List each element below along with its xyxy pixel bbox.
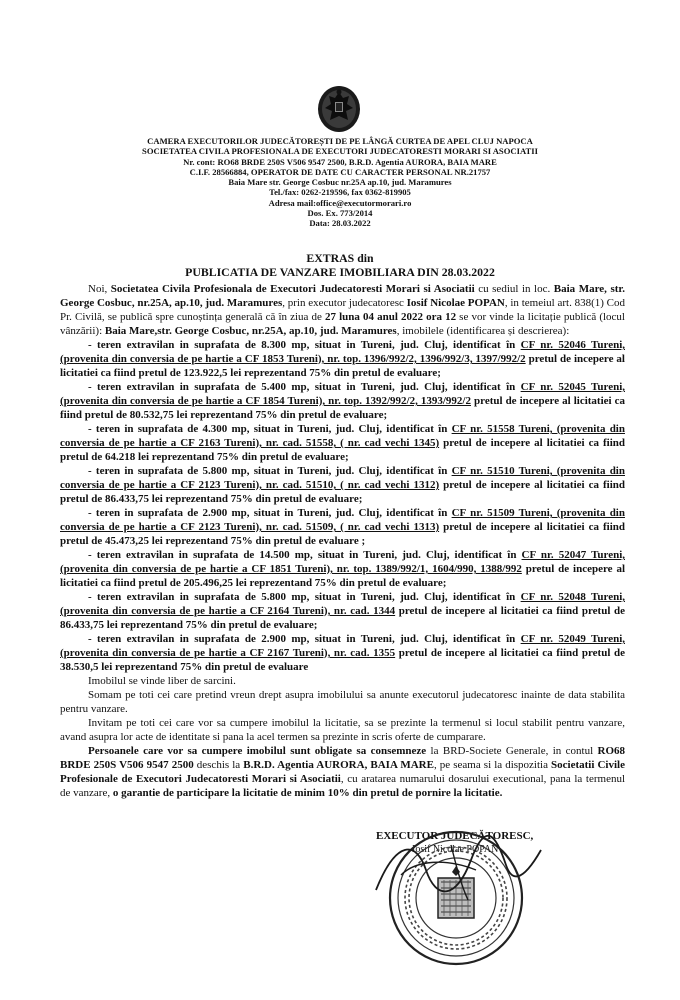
company-name: SOCIETATEA CIVILA PROFESIONALA DE EXECUTORI JUDECATORESTI MORARI SI ASOCIATII — [142, 146, 538, 157]
fiscal-code: C.I.F. 28566884, OPERATOR DE DATE CU CARACTER PERSONAL NR.21757 — [189, 166, 491, 177]
guarantee-paragraph — [60, 744, 625, 800]
property-item — [60, 422, 625, 464]
property-item — [60, 548, 625, 590]
item-land-registry: CF nr. 52047 Tureni, (provenita din conversia de pe hartie a CF 1851 Tureni), nr. top. 1389/992/1, 1604/990, 1388/992 — [60, 549, 625, 575]
address: Baia Mare str. George Cosbuc nr.25A ap.10, jud. Maramures — [228, 177, 452, 188]
item-text: - teren in suprafata de 5.800 mp, situat in Tureni, jud. Cluj, identificat în — [88, 465, 452, 477]
intro-paragraph — [60, 282, 625, 338]
item-price: pretul de incepere al licitatiei ca fiind pretul de 86.433,75 lei reprezentand 75% din pretul de evaluare; — [60, 479, 625, 505]
guarantee-text: , cu aratarea numarului dosarului executional, pana la termenul de vanzare, — [60, 773, 626, 799]
item-text: - teren in suprafata de 2.900 mp, situat in Tureni, jud. Cluj, identificat în — [88, 507, 452, 519]
item-price: pretul de incepere al licitatiei ca fiind pretul de 64.218 lei reprezentand 75% din pretul de evaluare; — [60, 437, 625, 463]
item-text: - teren extravilan in suprafata de 14.500 mp, situat in Tureni, jud. Cluj, identificat în — [88, 549, 522, 561]
guarantee-bank: B.R.D. Agentia AURORA, BAIA MARE — [243, 759, 434, 771]
intro-text: , prin executor judecatoresc — [282, 297, 407, 309]
property-item — [60, 506, 625, 548]
item-price: pretul de incepere al licitatiei ca fiind pretul de 205.496,25 lei reprezentand 75% din pretul de evaluare; — [60, 563, 625, 589]
item-land-registry: CF nr. 52046 Tureni, (provenita din conversia de pe hartie a CF 1853 Tureni), nr. top. 1396/992/2, 1396/992/3, 1397/992/2 — [60, 339, 625, 365]
property-item — [60, 632, 625, 674]
intro-text: , imobilele (identificarea și descrierea): — [396, 325, 570, 337]
item-price: pretul de incepere al licitatiei ca fiind pretul de 123.922,5 lei reprezentand 75% din pretul de evaluare; — [60, 353, 625, 379]
chamber-name: CAMERA EXECUTORILOR JUDECĂTOREȘTI DE PE LÂNGĂ CURTEA DE APEL CLUJ NAPOCA — [147, 136, 533, 146]
item-land-registry: CF nr. 51509 Tureni, (provenita din conversia de pe hartie a CF 2123 Tureni), nr. cad. 51509, ( nr. cad vechi 1313) — [60, 507, 625, 533]
intro-address: Baia Mare, str. George Cosbuc, nr.25A, ap.10, jud. Maramures — [60, 283, 626, 309]
invitation-paragraph: Invitam pe toti cei care vor sa cumpere imobilul la licitatie, sa se prezinte la termenul si locul stabilit pentru vanzare, avand asupra lor acte de identitate si pana la acel termen sa prezinte in scris oferte de cumparare. — [60, 717, 625, 743]
item-price: pretul de incepere al licitatiei ca fiind pretul de 80.532,75 lei reprezentand 75% din pretul de evaluare; — [60, 395, 626, 421]
intro-text: , in temeiul art. 838(1) Cod Pr. Civilă, se publică spre cunoștința generală că în ziua de — [60, 297, 626, 323]
signatory-name: Iosif Nicolae POPAN — [412, 844, 499, 855]
property-item — [60, 590, 625, 632]
guarantee-account: RO68 BRDE 250S V506 9547 2500 — [60, 745, 626, 771]
property-item — [60, 380, 625, 422]
phone-fax: Tel./fax: 0262-219596, fax 0362-819905 — [269, 187, 411, 198]
property-item — [60, 464, 625, 506]
free-of-charges-paragraph: Imobilul se vinde liber de sarcini. — [88, 675, 236, 687]
intro-executor: Iosif Nicolae POPAN — [406, 297, 505, 309]
signatory-title: EXECUTOR JUDECĂTORESC, — [376, 830, 534, 842]
title-line-1: EXTRAS din — [306, 251, 374, 265]
rights-notice-paragraph: Somam pe toti cei care pretind vreun drept asupra imobilului sa anunte executorul judecatoresc inainte de data stabilita pentru vanzare. — [60, 689, 625, 715]
intro-text: se vor vinde la licitație publică (locul vânzării): — [60, 311, 625, 337]
item-text: - teren extravilan in suprafata de 8.300 mp, situat in Tureni, jud. Cluj, identificat în — [88, 339, 521, 351]
item-land-registry: CF nr. 52045 Tureni, (provenita din conversia de pe hartie a CF 1854 Tureni), nr. top. 1392/992/2, 1393/992/2 — [60, 381, 625, 407]
handwritten-signature-icon — [356, 830, 556, 910]
document-body — [60, 282, 625, 800]
guarantee-amount: o garantie de participare la licitatie de minim 10% din pretul de pornire la licitatie. — [112, 787, 503, 799]
item-price: pretul de incepere al licitatiei ca fiind pretul de 38.530,5 lei reprezentand 75% din pretul de evaluare — [60, 647, 625, 673]
item-text: - teren extravilan in suprafata de 2.900 mp, situat in Tureni, jud. Cluj, identificat în — [88, 633, 521, 645]
guarantee-text: Persoanele care vor sa cumpere imobilul sunt obligate sa consemneze — [88, 745, 427, 757]
item-price: pretul de incepere al licitatiei ca fiind pretul de 45.473,25 lei reprezentand 75% din pretul de evaluare ; — [60, 521, 625, 547]
item-text: - teren extravilan in suprafata de 5.400 mp, situat in Tureni, jud. Cluj, identificat în — [88, 381, 521, 393]
bank-account: Nr. cont: RO68 BRDE 250S V506 9547 2500, B.R.D. Agentia AURORA, BAIA MARE — [183, 156, 497, 167]
item-land-registry: CF nr. 52048 Tureni, (provenita din conversia de pe hartie a CF 2164 Tureni), nr. cad. 1344 — [60, 591, 625, 617]
item-text: - teren extravilan in suprafata de 5.800 mp, situat in Tureni, jud. Cluj, identificat în — [88, 591, 521, 603]
document-title — [60, 251, 620, 279]
item-price: pretul de incepere al licitatiei ca fiind pretul de 86.433,75 lei reprezentand 75% din pretul de evaluare; — [60, 605, 625, 631]
item-land-registry: CF nr. 52049 Tureni, (provenita din conversia de pe hartie a CF 2167 Tureni), nr. cad. 1355 — [60, 633, 625, 659]
intro-text: Noi, — [88, 283, 111, 295]
guarantee-text: la BRD-Societe Generale, in contul — [426, 745, 598, 757]
intro-auction-date: 27 luna 04 anul 2022 ora 12 — [325, 311, 457, 323]
guarantee-beneficiary: Societatii Civile Profesionale de Executori Judecatoresti Morari si Asociatii — [60, 759, 625, 785]
email: Adresa mail:office@executormorari.ro — [268, 197, 412, 208]
intro-auction-place: Baia Mare,str. George Cosbuc, nr.25A, ap.10, jud. Maramures — [104, 325, 397, 337]
file-number: Dos. Ex. 773/2014 — [307, 208, 373, 219]
intro-text: cu sediul in loc. — [474, 283, 554, 295]
item-land-registry: CF nr. 51558 Tureni, (provenita din conversia de pe hartie a CF 2163 Tureni), nr. cad. 51558, ( nr. cad vechi 1345) — [60, 423, 625, 449]
guarantee-text: , pe seama si la dispozitia — [433, 759, 552, 771]
letterhead — [95, 136, 585, 229]
intro-company: Societatea Civila Profesionala de Executori Judecatoresti Morari si Asociatii — [110, 283, 475, 295]
romanian-coat-of-arms-icon — [316, 84, 362, 134]
item-land-registry: CF nr. 51510 Tureni, (provenita din conversia de pe hartie a CF 2123 Tureni), nr. cad. 51510, ( nr. cad vechi 1312) — [60, 465, 625, 491]
property-item — [60, 338, 625, 380]
guarantee-text: deschis la — [193, 759, 244, 771]
item-text: - teren in suprafata de 4.300 mp, situat in Tureni, jud. Cluj, identificat în — [88, 423, 452, 435]
title-line-2: PUBLICATIA DE VANZARE IMOBILIARA DIN 28.03.2022 — [185, 265, 495, 279]
document-date: Data: 28.03.2022 — [309, 218, 371, 229]
